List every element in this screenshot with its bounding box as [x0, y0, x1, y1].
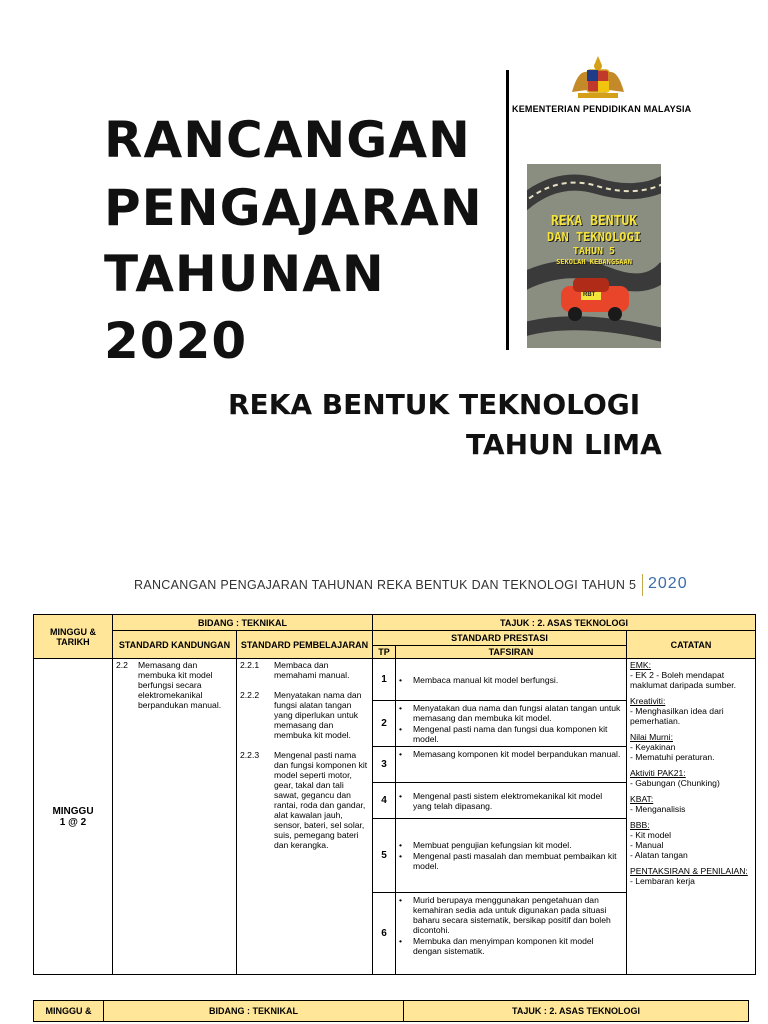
car-label: RBT [583, 292, 596, 298]
tafsiran-2: • Menyatakan dua nama dan fungsi alatan tangan untuk memasang dan membuka kit model. • Mengenal pasti nama dan fungsi dua komponen kit model. [396, 701, 627, 747]
sp-text: Menyatakan nama dan fungsi alatan tangan yang diperlukan untuk memasang dan membuka kit model. [274, 690, 362, 740]
header-standard-pembelajaran: STANDARD PEMBELAJARAN [237, 631, 373, 659]
lesson-plan-table [33, 614, 756, 975]
tafsiran-6: • Murid berupaya menggunakan pengetahuan dan kemahiran sedia ada untuk digunakan pada situasi baharu secara sistematik, bersikap positif dan boleh dicontohi. • Membuka dan menyimpan komponen kit model dengan sistematik. [396, 893, 627, 975]
doc-header-year: 2020 [648, 575, 688, 592]
sp-number: 2.2.1 [240, 660, 260, 670]
tp-2: 2 [373, 701, 396, 747]
title-line-2: PENGAJARAN [104, 179, 483, 237]
header-standard-prestasi: STANDARD PRESTASI [373, 631, 627, 646]
book-cover-image [527, 164, 661, 348]
catatan-line: - Menghasilkan idea dari pemerhatian. [630, 706, 724, 726]
catatan-line: - Kit model [630, 830, 672, 840]
sp-item [240, 690, 369, 740]
tp-6: 6 [373, 893, 396, 975]
minggu-cell: MINGGU 1 @ 2 [34, 659, 113, 975]
tafsiran-item: Mengenal pasti masalah dan membuat pembaikan kit model. [413, 851, 617, 871]
catatan-heading: KBAT: [630, 794, 654, 804]
header-tp: TP [373, 646, 396, 659]
catatan-heading: Aktiviti PAK21: [630, 768, 686, 778]
header-tajuk: TAJUK : 2. ASAS TEKNOLOGI [373, 615, 756, 631]
tafsiran-item: Mengenal pasti sistem elektromekanikal kit model yang telah dipasang. [413, 790, 603, 811]
sp-item [240, 660, 369, 680]
tp-3: 3 [373, 747, 396, 783]
header2-minggu: MINGGU & [34, 1001, 104, 1022]
tp-5: 5 [373, 819, 396, 893]
subject-title: REKA BENTUK TEKNOLOGI [228, 388, 641, 421]
sp-text: Mengenal pasti nama dan fungsi komponen kit model seperti motor, gear, takal dan tali sawat, gegancu dan rantai, roda dan gandar, alat kawalan jauh, sensor, bateri, sel solar, suis, pemegang bateri dan kerangka. [274, 750, 368, 850]
catatan-line: - Gabungan (Chunking) [630, 778, 720, 788]
title-line-1: RANCANGAN [104, 111, 471, 169]
tafsiran-4: • Mengenal pasti sistem elektromekanikal kit model yang telah dipasang. [396, 783, 627, 819]
catatan-heading: EMK: [630, 660, 652, 670]
sp-text: Membaca dan memahami manual. [274, 660, 350, 680]
doc-header-text: RANCANGAN PENGAJARAN TAHUNAN REKA BENTUK DAN TEKNOLOGI TAHUN 5 [134, 578, 637, 592]
sp-number: 2.2.2 [240, 690, 260, 700]
divider-line [506, 70, 509, 350]
tafsiran-3: • Memasang komponen kit model berpandukan manual. [396, 747, 627, 783]
catatan-line: - Alatan tangan [630, 850, 688, 860]
catatan-line: - EK 2 - Boleh mendapat maklumat daripada sumber. [630, 670, 737, 690]
tp-1: 1 [373, 659, 396, 701]
title-line-3: TAHUNAN [104, 245, 385, 303]
catatan-heading: Kreativiti: [630, 696, 666, 706]
sk-text: Memasang dan membuka kit model berfungsi secara elektromekanikal berpandukan manual. [138, 660, 222, 710]
catatan-line: - Keyakinan [630, 742, 676, 752]
crest-icon [566, 52, 630, 100]
header-minggu: MINGGU & TARIKH [34, 615, 113, 659]
header-separator [642, 574, 643, 596]
header-tafsiran: TAFSIRAN [396, 646, 627, 659]
tafsiran-item: Mengenal pasti nama dan fungsi dua komponen kit model. [413, 724, 608, 744]
tafsiran-1: • Membaca manual kit model berfungsi. [396, 659, 627, 701]
catatan-heading: BBB: [630, 820, 650, 830]
standard-kandungan-cell [113, 659, 237, 975]
lesson-plan-table-2 [33, 1000, 749, 1022]
ministry-name: KEMENTERIAN PENDIDIKAN MALAYSIA [512, 104, 692, 114]
header-standard-kandungan: STANDARD KANDUNGAN [113, 631, 237, 659]
sk-number: 2.2 [116, 660, 128, 670]
header-bidang: BIDANG : TEKNIKAL [113, 615, 373, 631]
tafsiran-5: • Membuat pengujian kefungsian kit model. • Mengenal pasti masalah dan membuat pembaikan kit model. [396, 819, 627, 893]
tafsiran-item: Membuka dan menyimpan komponen kit model dengan sistematik. [413, 936, 594, 956]
header2-tajuk: TAJUK : 2. ASAS TEKNOLOGI [404, 1001, 749, 1022]
sp-item [240, 750, 369, 850]
header-catatan: CATATAN [627, 631, 756, 659]
standard-pembelajaran-cell [237, 659, 373, 975]
cover-title-2: DAN TEKNOLOGI [547, 230, 641, 244]
tafsiran-item: Menyatakan dua nama dan fungsi alatan tangan untuk memasang dan membuka kit model. [413, 703, 621, 723]
catatan-line: - Menganalisis [630, 804, 686, 814]
catatan-heading: PENTAKSIRAN & PENILAIAN: [630, 866, 748, 876]
tp-4: 4 [373, 783, 396, 819]
tafsiran-item: Memasang komponen kit model berpandukan manual. [413, 749, 621, 759]
catatan-line: - Lembaran kerja [630, 876, 695, 886]
catatan-heading: Nilai Murni: [630, 732, 673, 742]
title-year: 2020 [104, 312, 248, 370]
sp-number: 2.2.3 [240, 750, 260, 760]
catatan-line: - Mematuhi peraturan. [630, 752, 715, 762]
tafsiran-item: Membuat pengujian kefungsian kit model. [413, 840, 572, 850]
cover-title-4: SEKOLAH KEBANGSAAN [556, 258, 632, 266]
tafsiran-item: Membaca manual kit model berfungsi. [413, 674, 559, 685]
tafsiran-item: Murid berupaya menggunakan pengetahuan dan kemahiran sedia ada untuk digunakan pada situasi baharu secara sistematik, bersikap positif dan boleh dicontohi. [413, 895, 611, 935]
catatan-cell [627, 659, 756, 975]
header2-bidang: BIDANG : TEKNIKAL [104, 1001, 404, 1022]
catatan-line: - Manual [630, 840, 664, 850]
cover-title-3: TAHUN 5 [572, 246, 616, 257]
grade-title: TAHUN LIMA [466, 428, 662, 461]
cover-title-1: REKA BENTUK [550, 214, 638, 229]
